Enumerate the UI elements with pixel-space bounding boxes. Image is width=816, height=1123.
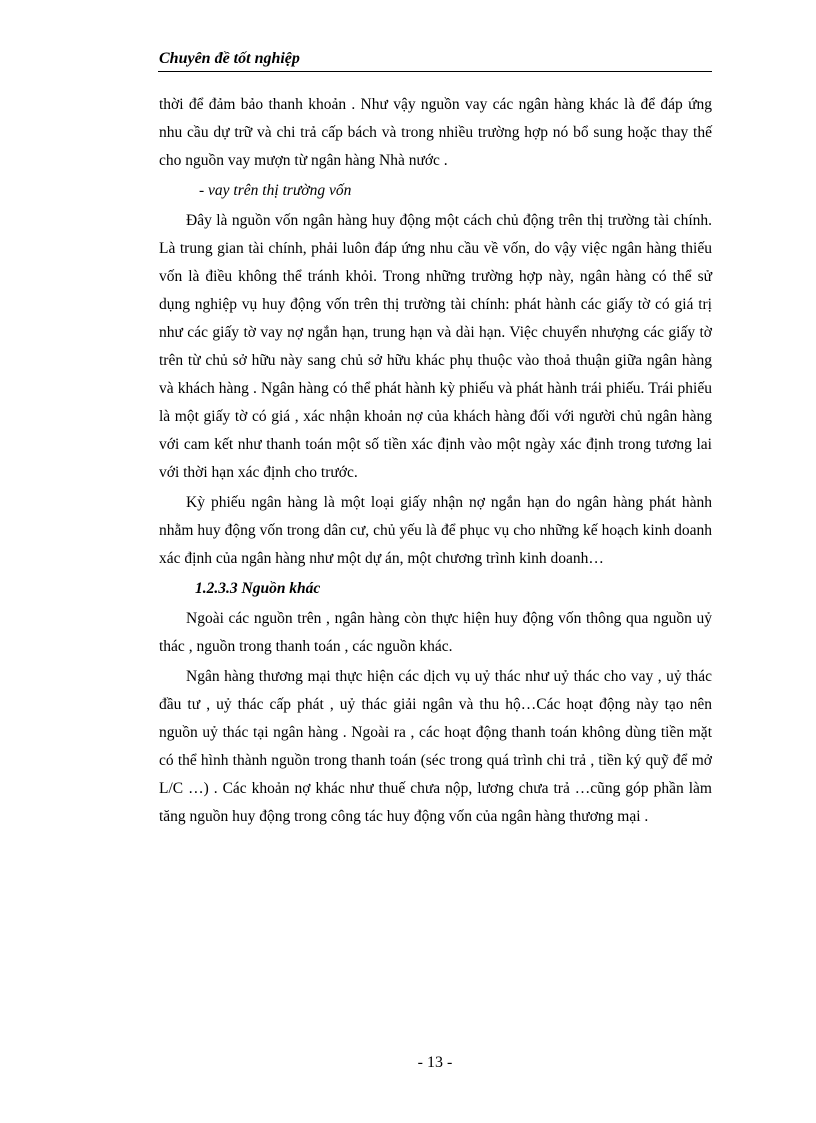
paragraph-trust-services: Ngân hàng thương mại thực hiện các dịch vụ uỷ thác như uỷ thác cho vay , uỷ thác đầu tư , uỷ thác cấp phát , uỷ thác giải ngân và thu hộ…Các hoạt động này tạo nên nguồn uỷ thác tại ngân hàng . Ngoài ra , các hoạt động thanh toán không dùng tiền mặt có thể hình thành nguồn trong thanh toán (séc trong quá trình chi trả , tiền ký quỹ để mở L/C …) . Các khoản nợ khác như thuế chưa nộp, lương chưa trả …cũng góp phần làm tăng nguồn huy động trong công tác huy động vốn của ngân hàng thương mại . — [159, 668, 712, 825]
paragraph-capital-market: Đây là nguồn vốn ngân hàng huy động một cách chủ động trên thị trường tài chính. Là trung gian tài chính, phải luôn đáp ứng nhu cầu về vốn, do vậy việc ngân hàng thiếu vốn là điều không thể tránh khỏi. Trong những trường hợp này, ngân hàng có thể sử dụng nghiệp vụ huy động vốn trên thị trường tài chính: phát hành các giấy tờ có giá trị như các giấy tờ vay nợ ngắn hạn, trung hạn và dài hạn. Việc chuyển nhượng các giấy tờ trên từ chủ sở hữu này sang chủ sở hữu khác phụ thuộc vào thoả thuận giữa ngân hàng và khách hàng . Ngân hàng có thể phát hành kỳ phiếu và phát hành trái phiếu. Trái phiếu là một giấy tờ có giá , xác nhận khoản nợ của khách hàng đối với người chủ ngân hàng với cam kết như thanh toán một số tiền xác định vào một ngày xác định trong tương lai với thời hạn xác định cho trước. — [159, 212, 712, 481]
running-header: Chuyên đề tốt nghiệp — [159, 50, 300, 67]
paragraph-other-sources-intro: Ngoài các nguồn trên , ngân hàng còn thực hiện huy động vốn thông qua nguồn uỷ thác , nguồn trong thanh toán , các nguồn khác. — [159, 610, 712, 655]
page-number: - 13 - — [417, 1054, 453, 1071]
section-heading-other-sources: 1.2.3.3 Nguồn khác — [195, 580, 321, 597]
subheading-capital-market-borrowing: - vay trên thị trường vốn — [199, 182, 352, 199]
paragraph-promissory-notes: Kỳ phiếu ngân hàng là một loại giấy nhận nợ ngắn hạn do ngân hàng phát hành nhằm huy động vốn trong dân cư, chủ yếu là để phục vụ cho những kế hoạch kinh doanh xác định của ngân hàng như một dự án, một chương trình kinh doanh… — [159, 494, 712, 567]
header-divider — [158, 71, 712, 72]
paragraph-continuation: thời để đảm bảo thanh khoản . Như vậy nguồn vay các ngân hàng khác là để đáp ứng nhu cầu dự trữ và chi trả cấp bách và trong nhiều trường hợp nó bổ sung hoặc thay thế cho nguồn vay mượn từ ngân hàng Nhà nước . — [159, 96, 712, 169]
document-body — [159, 91, 712, 833]
